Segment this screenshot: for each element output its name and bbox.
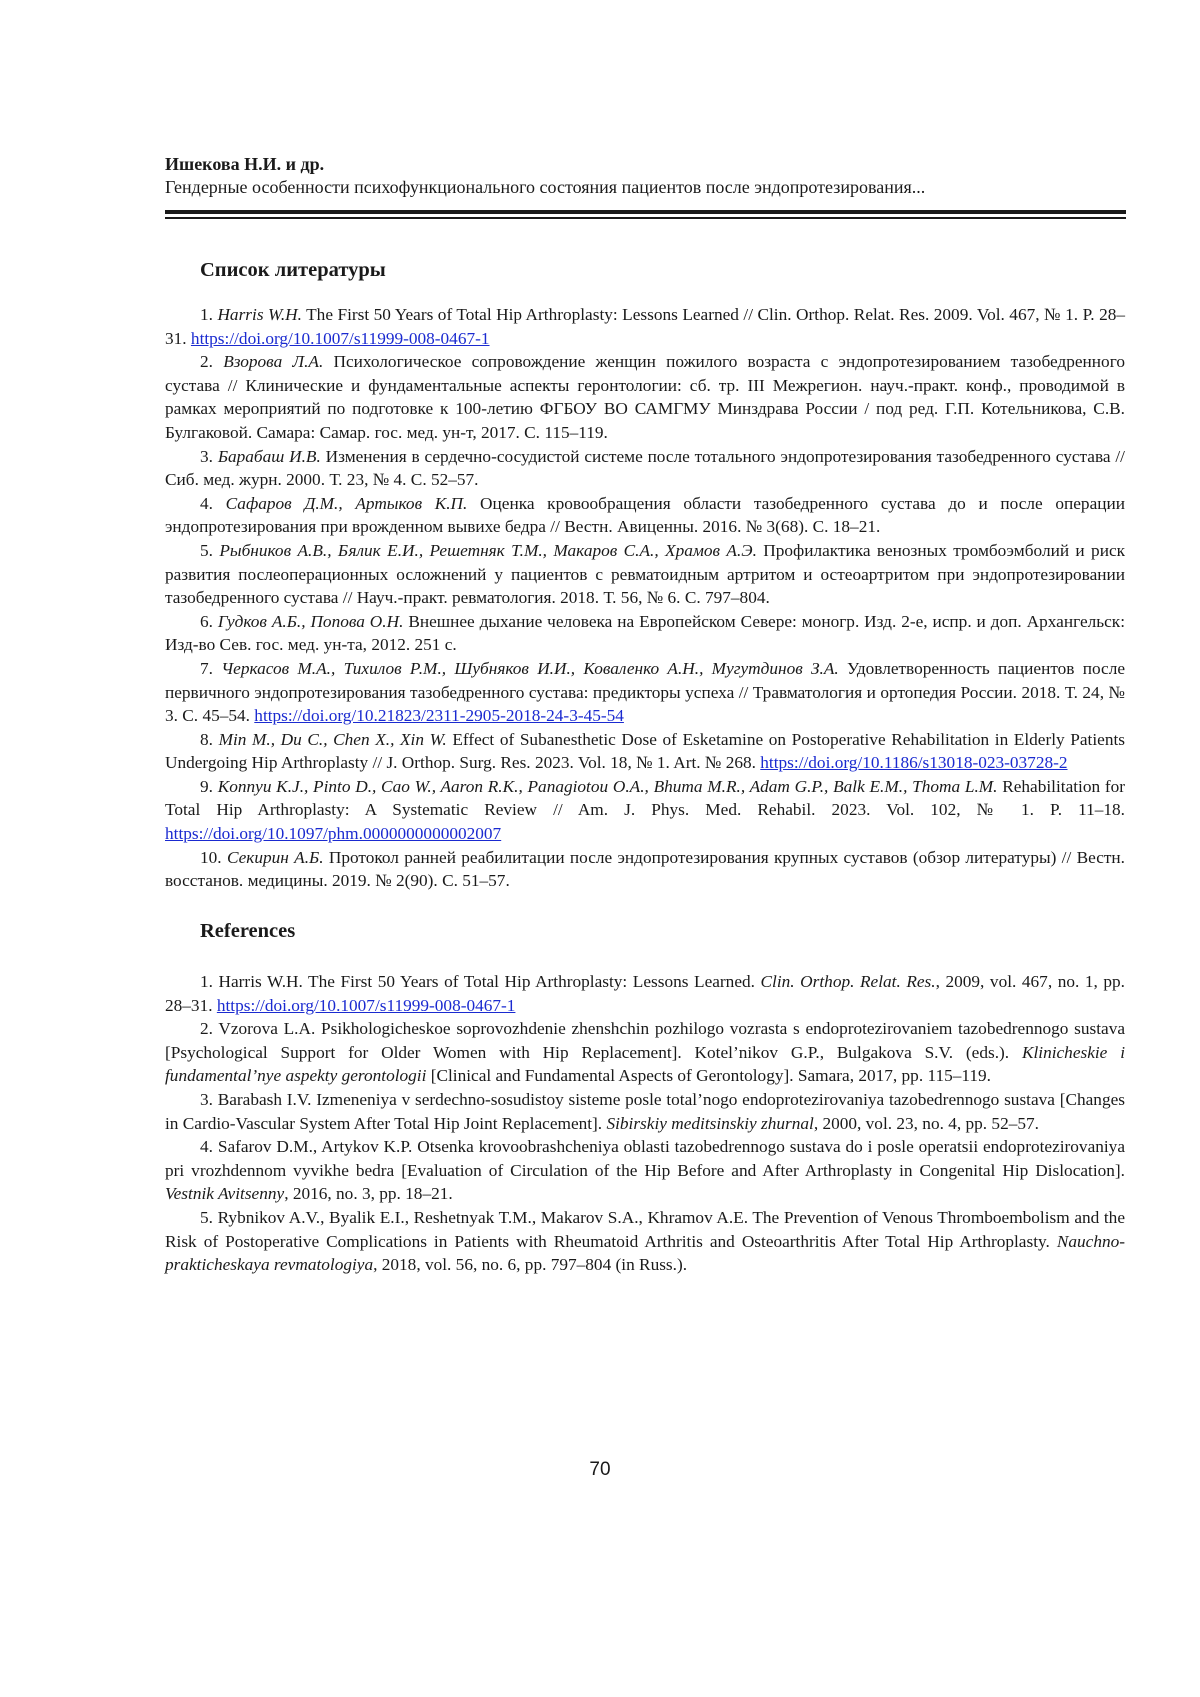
- reference-item: [165, 445, 1125, 492]
- reference-source: Vestnik Avitsenny: [165, 1184, 284, 1203]
- reference-text: Rehabilitation for Total Hip Arthroplasty: A Systematic Review // Am. J. Phys. Med. Rehabil. 2023. Vol. 102, № 1. P. 11–18.: [165, 777, 1125, 820]
- reference-authors: Взорова Л.А.: [223, 352, 323, 371]
- reference-number: 3.: [200, 1090, 213, 1109]
- reference-text: Психологическое сопровождение женщин пожилого возраста с эндопротезированием тазобедренного сустава // Клинические и фундаментальные аспекты геронтологии: сб. тр. III Межрегион. науч.-практ. конф., проводимой в рамках мероприятий по подготовке к 100-летию ФГБОУ ВО САМГМУ Минздрава России / под ред. Г.П. Котельникова, С.В. Булгаковой. Самара: Самар. гос. мед. ун-т, 2017. С. 115–119.: [165, 352, 1125, 442]
- reference-text: Внешнее дыхание человека на Европейском Севере: моногр. Изд. 2-е, испр. и доп. Архангельск: Изд-во Сев. гос. мед. ун-та, 2012. 251 с.: [165, 612, 1125, 655]
- reference-details: , 2018, vol. 56, no. 6, pp. 797–804 (in Russ.).: [373, 1255, 687, 1274]
- reference-authors: Барабаш И.В.: [218, 447, 321, 466]
- reference-number: 10.: [200, 848, 222, 867]
- reference-item: [165, 970, 1125, 1017]
- reference-item: [165, 728, 1125, 775]
- reference-authors: Konnyu K.J., Pinto D., Cao W., Aaron R.K., Panagiotou O.A., Bhuma M.R., Adam G.P., Balk E.M., Thoma L.M.: [218, 777, 998, 796]
- reference-authors: Рыбников А.В., Бялик Е.И., Решетняк Т.М., Макаров С.А., Храмов А.Э.: [219, 541, 757, 560]
- reference-item: [165, 1206, 1125, 1277]
- reference-details: [Clinical and Fundamental Aspects of Gerontology]. Samara, 2017, pp. 115–119.: [426, 1066, 991, 1085]
- reference-item: [165, 492, 1125, 539]
- reference-number: 8.: [200, 730, 213, 749]
- reference-text: Vzorova L.A. Psikhologicheskoe soprovozhdenie zhenshchin pozhilogo vozrasta s endoprotezirovaniem tazobedrennogo sustava [Psychological Support for Older Women with Hip Replacement]. Kotel’nikov G.P., Bulgakova S.V. (eds.).: [165, 1019, 1125, 1062]
- doi-link[interactable]: https://doi.org/10.21823/2311-2905-2018-24-3-45-54: [254, 706, 624, 725]
- en-reference-list: [165, 970, 1125, 1277]
- ru-reference-list: [165, 303, 1125, 893]
- doi-link[interactable]: https://doi.org/10.1007/s11999-008-0467-1: [217, 996, 516, 1015]
- ru-references-heading: Список литературы: [200, 257, 386, 283]
- reference-item: [165, 303, 1125, 350]
- reference-text: Barabash I.V. Izmeneniya v serdechno-sosudistoy sisteme posle total’nogo endoprotezirovaniya tazobedrennogo sustava [Changes in Cardio-Vascular System After Total Hip Joint Replacement].: [165, 1090, 1125, 1133]
- reference-authors: Сафаров Д.М., Артыков К.П.: [226, 494, 468, 513]
- reference-authors: Harris W.H.: [217, 305, 302, 324]
- reference-authors: Гудков А.Б., Попова О.Н.: [218, 612, 404, 631]
- reference-source: Sibirskiy meditsinskiy zhurnal: [606, 1114, 813, 1133]
- reference-item: [165, 1088, 1125, 1135]
- reference-number: 2.: [200, 1019, 213, 1038]
- reference-item: [165, 1017, 1125, 1088]
- reference-source: Clin. Orthop. Relat. Res.: [761, 972, 936, 991]
- reference-text: Оценка кровообращения области тазобедренного сустава до и после операции эндопротезирования при врожденном вывихе бедра // Вестн. Авиценны. 2016. № 3(68). С. 18–21.: [165, 494, 1125, 537]
- reference-text: Профилактика венозных тромбоэмболий и риск развития послеоперационных осложнений у пациентов с ревматоидным артритом и остеоартритом при эндопротезировании тазобедренного сустава // Науч.-практ. ревматология. 2018. Т. 56, № 6. С. 797–804.: [165, 541, 1125, 607]
- doi-link[interactable]: https://doi.org/10.1007/s11999-008-0467-1: [191, 329, 490, 348]
- reference-item: [165, 350, 1125, 444]
- reference-text: Изменения в сердечно-сосудистой системе после тотального эндопротезирования тазобедренного сустава // Сиб. мед. журн. 2000. Т. 23, № 4. С. 52–57.: [165, 447, 1125, 490]
- reference-number: 4.: [200, 1137, 213, 1156]
- reference-number: 1.: [200, 972, 213, 991]
- reference-item: [165, 657, 1125, 728]
- reference-number: 2.: [200, 352, 213, 371]
- reference-text: Safarov D.M., Artykov K.P. Otsenka krovoobrashcheniya oblasti tazobedrennogo sustava do i posle operatsii endoprotezirovaniya pri vrozhdennom vyvikhe bedra [Evaluation of Circulation of the Hip Before and After Arthroplasty in Congenital Hip Dislocation].: [165, 1137, 1125, 1180]
- reference-authors: Min M., Du C., Chen X., Xin W.: [219, 730, 447, 749]
- reference-text: Удовлетворенность пациентов после первичного эндопротезирования тазобедренного сустава: предикторы успеха // Травматология и ортопедия России. 2018. Т. 24, № 3. С. 45–54.: [165, 659, 1125, 725]
- header-rule-thick: [165, 210, 1126, 214]
- reference-number: 5.: [200, 1208, 213, 1227]
- reference-text: Rybnikov A.V., Byalik E.I., Reshetnyak T.M., Makarov S.A., Khramov A.E. The Prevention of Venous Thromboembolism and the Risk of Postoperative Complications in Patients with Rheumatoid Arthritis and Osteoarthritis After Total Hip Arthroplasty.: [165, 1208, 1125, 1251]
- reference-number: 7.: [200, 659, 213, 678]
- reference-item: [165, 775, 1125, 846]
- document-page: [0, 0, 1200, 1697]
- header-rule-thin: [165, 217, 1126, 219]
- reference-text: Effect of Subanesthetic Dose of Esketamine on Postoperative Rehabilitation in Elderly Patients Undergoing Hip Arthroplasty // J. Orthop. Surg. Res. 2023. Vol. 18, № 1. Art. № 268.: [165, 730, 1125, 773]
- header-authors: Ишекова Н.И. и др.: [165, 152, 1040, 176]
- doi-link[interactable]: https://doi.org/10.1097/phm.0000000000002007: [165, 824, 501, 843]
- reference-authors: Секирин А.Б.: [227, 848, 324, 867]
- reference-text: Протокол ранней реабилитации после эндопротезирования крупных суставов (обзор литературы) // Вестн. восстанов. медицины. 2019. № 2(90). С. 51–57.: [165, 848, 1125, 891]
- page-number: 70: [0, 1459, 1200, 1481]
- reference-authors: Черкасов М.А., Тихилов Р.М., Шубняков И.И., Коваленко А.Н., Мугутдинов З.А.: [221, 659, 839, 678]
- reference-number: 6.: [200, 612, 213, 631]
- header-title: Гендерные особенности психофункционального состояния пациентов после эндопротезирования...: [165, 176, 1040, 198]
- en-references-heading: References: [200, 918, 295, 944]
- reference-details: , 2000, vol. 23, no. 4, pp. 52–57.: [814, 1114, 1039, 1133]
- reference-number: 4.: [200, 494, 213, 513]
- reference-number: 3.: [200, 447, 213, 466]
- reference-details: , 2009, vol. 467, no. 1, pp. 28–31.: [165, 972, 1125, 1015]
- reference-item: [165, 610, 1125, 657]
- reference-text: The First 50 Years of Total Hip Arthroplasty: Lessons Learned // Clin. Orthop. Relat. Res. 2009. Vol. 467, № 1. P. 28–31.: [165, 305, 1125, 348]
- reference-item: [165, 539, 1125, 610]
- reference-details: , 2016, no. 3, pp. 18–21.: [284, 1184, 453, 1203]
- reference-number: 5.: [200, 541, 213, 560]
- reference-item: [165, 846, 1125, 893]
- reference-number: 9.: [200, 777, 213, 796]
- running-header: [165, 152, 1040, 198]
- reference-text: Harris W.H. The First 50 Years of Total Hip Arthroplasty: Lessons Learned.: [219, 972, 761, 991]
- reference-source: Nauchno-prakticheskaya revmatologiya: [165, 1232, 1125, 1275]
- reference-item: [165, 1135, 1125, 1206]
- reference-source: Klinicheskie i fundamental’nye aspekty gerontologii: [165, 1043, 1125, 1086]
- reference-number: 1.: [200, 305, 213, 324]
- doi-link[interactable]: https://doi.org/10.1186/s13018-023-03728-2: [760, 753, 1067, 772]
